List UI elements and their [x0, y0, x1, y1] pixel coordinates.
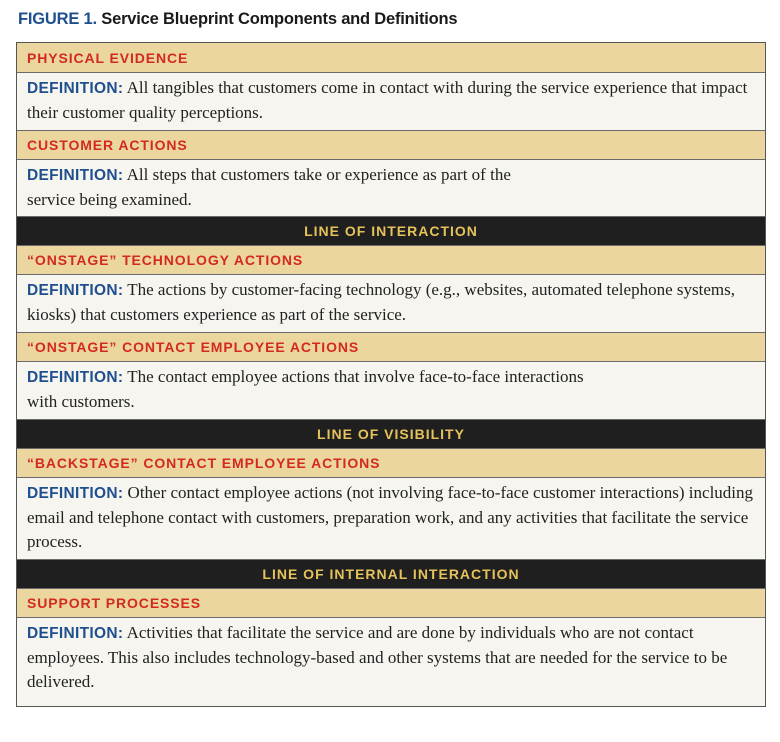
definition-label: DEFINITION:: [27, 167, 124, 184]
definition-label: DEFINITION:: [27, 485, 124, 502]
onstage-technology-definition: [17, 275, 765, 333]
definition-text: Other contact employee actions (not involving face-to-face customer interactions) including email and telephone contact with customers, preparation work, and any activities that facilitate the service process.: [27, 483, 754, 551]
onstage-employee-heading: “ONSTAGE” CONTACT EMPLOYEE ACTIONS: [17, 333, 765, 362]
blueprint-table: [16, 42, 766, 707]
definition-text: The contact employee actions that involve face-to-face interactions with customers.: [27, 367, 584, 411]
backstage-employee-heading: “BACKSTAGE” CONTACT EMPLOYEE ACTIONS: [17, 449, 765, 478]
support-processes-heading: SUPPORT PROCESSES: [17, 589, 765, 618]
line-of-visibility: LINE OF VISIBILITY: [17, 420, 765, 449]
figure-caption: [18, 10, 457, 29]
onstage-employee-definition: [17, 362, 765, 420]
definition-label: DEFINITION:: [27, 625, 124, 642]
physical-evidence-heading: PHYSICAL EVIDENCE: [17, 43, 765, 73]
line-of-internal-interaction: LINE OF INTERNAL INTERACTION: [17, 560, 765, 589]
onstage-technology-heading: “ONSTAGE” TECHNOLOGY ACTIONS: [17, 246, 765, 275]
figure-number: FIGURE 1.: [18, 10, 97, 28]
definition-text: All tangibles that customers come in contact with during the service experience that impact their customer quality perceptions.: [27, 78, 748, 122]
definition-text: All steps that customers take or experience as part of the service being examined.: [27, 165, 511, 209]
support-processes-definition: [17, 618, 765, 706]
definition-label: DEFINITION:: [27, 369, 124, 386]
customer-actions-definition: [17, 160, 765, 217]
definition-label: DEFINITION:: [27, 282, 124, 299]
definition-label: DEFINITION:: [27, 80, 124, 97]
physical-evidence-definition: [17, 73, 765, 131]
backstage-employee-definition: [17, 478, 765, 560]
definition-text: The actions by customer-facing technology (e.g., websites, automated telephone systems, kiosks) that customers experience as part of the service.: [27, 280, 735, 324]
definition-text: Activities that facilitate the service and are done by individuals who are not contact employees. This also includes technology-based and other systems that are needed for the service to be delivered.: [27, 623, 728, 691]
figure-title: Service Blueprint Components and Definitions: [101, 10, 458, 28]
line-of-interaction: LINE OF INTERACTION: [17, 217, 765, 246]
customer-actions-heading: CUSTOMER ACTIONS: [17, 131, 765, 160]
